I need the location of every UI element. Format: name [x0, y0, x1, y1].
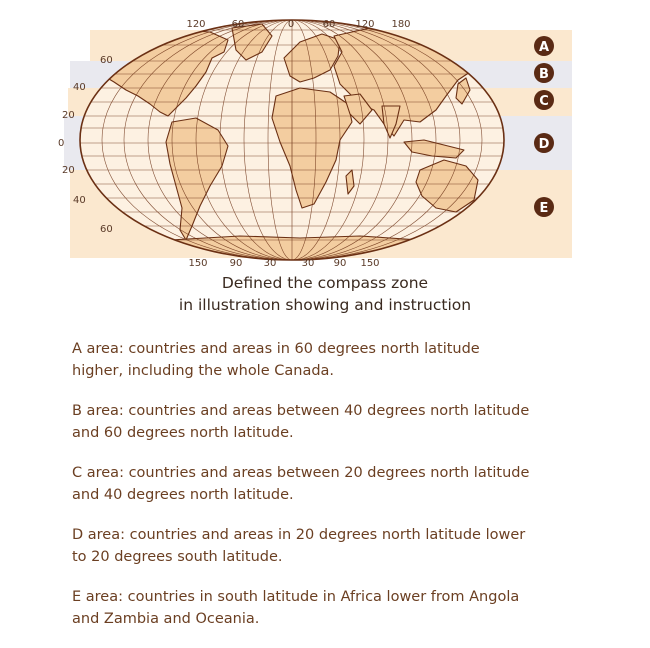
caption-line-2: in illustration showing and instruction	[0, 294, 650, 316]
zone-description-a-line-1: A area: countries and areas in 60 degrees north latitude	[72, 338, 632, 360]
zone-descriptions	[72, 338, 632, 648]
zone-description-b-line-2: and 60 degrees north latitude.	[72, 422, 632, 444]
zone-description-d-line-2: to 20 degrees south latitude.	[72, 546, 632, 568]
bottom-lon-label-2: 90	[230, 258, 243, 269]
lat-label-7: 60	[100, 224, 113, 235]
top-lon-label-6: 180	[391, 19, 410, 30]
top-lon-label-2: 60	[232, 19, 245, 30]
caption-line-1: Defined the compass zone	[0, 272, 650, 294]
lat-label-4: 0	[58, 138, 64, 149]
zone-description-e-line-1: E area: countries in south latitude in Africa lower from Angola	[72, 586, 632, 608]
zone-description-a	[72, 338, 632, 382]
lat-label-6: 40	[73, 195, 86, 206]
zone-description-c	[72, 462, 632, 506]
zone-badge-a-label: A	[539, 40, 549, 55]
zone-badge-b-label: B	[539, 67, 549, 82]
zone-badge-c-label: C	[539, 94, 549, 109]
lat-label-2: 40	[73, 82, 86, 93]
bottom-lon-label-5: 90	[334, 258, 347, 269]
zone-description-b	[72, 400, 632, 444]
bottom-lon-label-3: 30	[264, 258, 277, 269]
bottom-lon-label-1: 150	[188, 258, 207, 269]
zone-description-c-line-1: C area: countries and areas between 20 degrees north latitude	[72, 462, 632, 484]
world-map-figure	[0, 0, 650, 270]
top-lon-label-3: 0	[288, 19, 294, 30]
top-lon-label-5: 120	[355, 19, 374, 30]
zone-description-e-line-2: and Zambia and Oceania.	[72, 608, 632, 630]
lat-label-3: 20	[62, 110, 75, 121]
zone-description-e	[72, 586, 632, 630]
top-lon-label-4: 60	[323, 19, 336, 30]
zone-description-d-line-1: D area: countries and areas in 20 degrees north latitude lower	[72, 524, 632, 546]
lat-label-5: 20	[62, 165, 75, 176]
lat-label-1: 60	[100, 55, 113, 66]
bottom-lon-label-4: 30	[302, 258, 315, 269]
zone-badge-d-label: D	[539, 137, 550, 152]
zone-description-b-line-1: B area: countries and areas between 40 degrees north latitude	[72, 400, 632, 422]
zone-description-c-line-2: and 40 degrees north latitude.	[72, 484, 632, 506]
zone-description-a-line-2: higher, including the whole Canada.	[72, 360, 632, 382]
top-lon-label-1: 120	[186, 19, 205, 30]
map-caption	[0, 272, 650, 316]
zone-description-d	[72, 524, 632, 568]
zone-badge-e-label: E	[540, 201, 549, 216]
bottom-lon-label-6: 150	[360, 258, 379, 269]
